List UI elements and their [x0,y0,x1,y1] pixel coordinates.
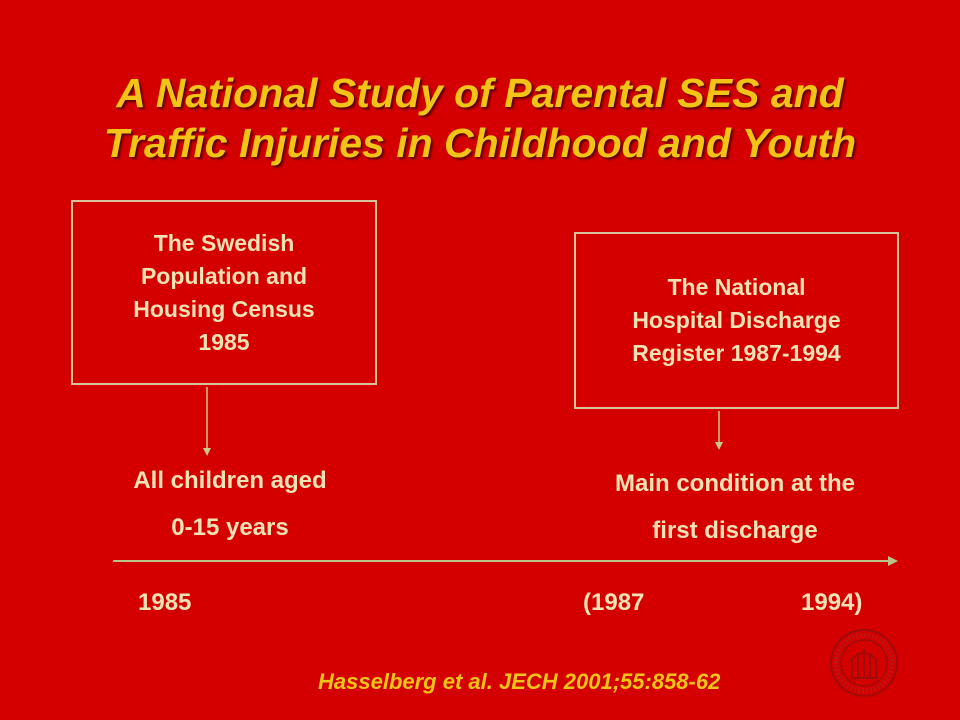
census-box-line-2: Population and [140,262,308,289]
census-box-line-4: 1985 [198,328,250,355]
condition-label-line-1: Main condition at the [615,470,855,497]
timeline-period-end: 1994) [801,589,863,616]
timeline-period-start: (1987 [583,589,645,616]
university-seal-icon [831,630,897,696]
citation: Hasselberg et al. JECH 2001;55:858-62 [318,669,721,694]
timeline-arrowhead [888,556,898,566]
title-line-2: Traffic Injuries in Childhood and Youth [103,120,857,166]
register-connector-arrowhead [715,442,723,450]
condition-label-line-2: first discharge [652,517,818,544]
register-box-line-3: Register 1987-1994 [632,340,841,366]
timeline-start-year: 1985 [138,589,192,616]
children-label-line-1: All children aged [133,467,327,494]
children-label-line-2: 0-15 years [171,514,289,541]
title-line-1: A National Study of Parental SES and [116,70,844,116]
census-box-line-3: Housing Census [133,295,315,322]
census-connector-arrowhead [203,448,211,456]
register-box-line-1: The National [667,274,806,300]
register-box-line-2: Hospital Discharge [632,307,841,333]
census-box-line-1: The Swedish [153,229,295,256]
